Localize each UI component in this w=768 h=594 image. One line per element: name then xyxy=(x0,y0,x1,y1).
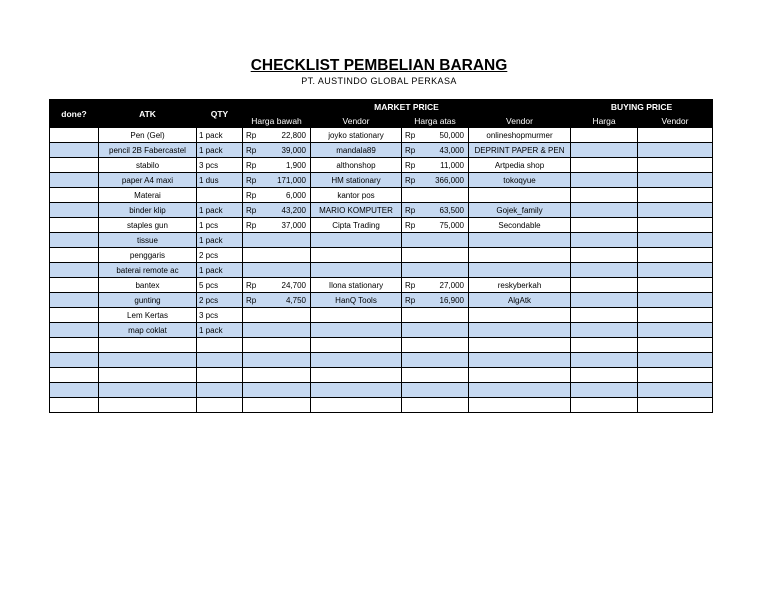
harga-atas-cell xyxy=(402,308,469,323)
harga-bawah-cell xyxy=(243,293,311,308)
harga-atas-cell xyxy=(402,293,469,308)
atk-cell: pencil 2B Fabercastel xyxy=(99,143,197,158)
buying-vendor-cell[interactable] xyxy=(638,398,713,413)
header-vendor-buy: Vendor xyxy=(638,114,713,128)
buying-harga-cell[interactable] xyxy=(571,398,638,413)
buying-harga-cell[interactable] xyxy=(571,128,638,143)
currency-label: Rp xyxy=(405,295,416,305)
harga-atas-cell xyxy=(402,383,469,398)
buying-harga-cell[interactable] xyxy=(571,368,638,383)
qty-cell: 3 pcs xyxy=(197,308,243,323)
harga-bawah-cell xyxy=(243,323,311,338)
atk-cell xyxy=(99,368,197,383)
table-row xyxy=(50,323,713,338)
done-checkbox-cell[interactable] xyxy=(50,233,99,248)
done-checkbox-cell[interactable] xyxy=(50,158,99,173)
qty-cell: 2 pcs xyxy=(197,293,243,308)
atk-cell: baterai remote ac xyxy=(99,263,197,278)
atk-cell: Pen (Gel) xyxy=(99,128,197,143)
harga-atas-cell xyxy=(402,398,469,413)
currency-label: Rp xyxy=(246,280,257,290)
price-value: 366,000 xyxy=(435,175,464,185)
vendor-high-cell: reskyberkah xyxy=(469,278,571,293)
qty-cell xyxy=(197,383,243,398)
table-row xyxy=(50,203,713,218)
qty-cell: 1 pack xyxy=(197,143,243,158)
vendor-low-cell xyxy=(311,323,402,338)
buying-vendor-cell[interactable] xyxy=(638,203,713,218)
done-checkbox-cell[interactable] xyxy=(50,203,99,218)
atk-cell: Lem Kertas xyxy=(99,308,197,323)
company-name: PT. AUSTINDO GLOBAL PERKASA xyxy=(301,76,457,86)
atk-cell: tissue xyxy=(99,233,197,248)
harga-bawah-cell xyxy=(243,368,311,383)
table-row xyxy=(50,278,713,293)
vendor-high-cell: DEPRINT PAPER & PEN xyxy=(469,143,571,158)
currency-label: Rp xyxy=(405,160,416,170)
currency-label: Rp xyxy=(246,205,257,215)
harga-atas-cell xyxy=(402,233,469,248)
price-value: 4,750 xyxy=(285,295,306,305)
harga-atas-cell xyxy=(402,158,469,173)
currency-label: Rp xyxy=(246,145,257,155)
table-row xyxy=(50,128,713,143)
header-qty: QTY xyxy=(197,100,243,128)
price-value: 39,000 xyxy=(281,145,306,155)
atk-cell xyxy=(99,338,197,353)
harga-atas-cell xyxy=(402,248,469,263)
vendor-low-cell: althonshop xyxy=(311,158,402,173)
buying-vendor-cell[interactable] xyxy=(638,218,713,233)
currency-label: Rp xyxy=(246,190,257,200)
buying-harga-cell[interactable] xyxy=(571,218,638,233)
qty-cell xyxy=(197,353,243,368)
harga-atas-cell xyxy=(402,278,469,293)
vendor-high-cell xyxy=(469,263,571,278)
buying-vendor-cell[interactable] xyxy=(638,128,713,143)
atk-cell: penggaris xyxy=(99,248,197,263)
buying-vendor-cell[interactable] xyxy=(638,263,713,278)
vendor-low-cell xyxy=(311,338,402,353)
vendor-low-cell: mandala89 xyxy=(311,143,402,158)
qty-cell: 5 pcs xyxy=(197,278,243,293)
table-row xyxy=(50,338,713,353)
table-row xyxy=(50,293,713,308)
checklist-table xyxy=(49,99,713,413)
harga-atas-cell xyxy=(402,353,469,368)
done-checkbox-cell[interactable] xyxy=(50,338,99,353)
vendor-high-cell: tokoqyue xyxy=(469,173,571,188)
qty-cell: 1 pack xyxy=(197,263,243,278)
done-checkbox-cell[interactable] xyxy=(50,368,99,383)
buying-vendor-cell[interactable] xyxy=(638,188,713,203)
harga-atas-cell xyxy=(402,188,469,203)
buying-vendor-cell[interactable] xyxy=(638,308,713,323)
done-checkbox-cell[interactable] xyxy=(50,278,99,293)
vendor-low-cell xyxy=(311,383,402,398)
price-value: 50,000 xyxy=(439,130,464,140)
table-body xyxy=(50,128,713,413)
currency-label: Rp xyxy=(246,130,257,140)
done-checkbox-cell[interactable] xyxy=(50,128,99,143)
harga-bawah-cell xyxy=(243,188,311,203)
buying-vendor-cell[interactable] xyxy=(638,278,713,293)
currency-label: Rp xyxy=(246,220,257,230)
harga-bawah-cell xyxy=(243,248,311,263)
currency-label: Rp xyxy=(405,145,416,155)
vendor-low-cell: HM stationary xyxy=(311,173,402,188)
done-checkbox-cell[interactable] xyxy=(50,218,99,233)
table-row xyxy=(50,308,713,323)
harga-bawah-cell xyxy=(243,173,311,188)
qty-cell: 2 pcs xyxy=(197,248,243,263)
buying-harga-cell[interactable] xyxy=(571,383,638,398)
vendor-high-cell xyxy=(469,308,571,323)
price-value: 27,000 xyxy=(439,280,464,290)
document-title: CHECKLIST PEMBELIAN BARANG xyxy=(250,57,508,74)
vendor-high-cell xyxy=(469,398,571,413)
harga-atas-cell xyxy=(402,368,469,383)
price-value: 1,900 xyxy=(285,160,306,170)
table-row xyxy=(50,398,713,413)
buying-vendor-cell[interactable] xyxy=(638,353,713,368)
vendor-low-cell xyxy=(311,248,402,263)
buying-vendor-cell[interactable] xyxy=(638,173,713,188)
qty-cell xyxy=(197,398,243,413)
table-row xyxy=(50,263,713,278)
harga-bawah-cell xyxy=(243,353,311,368)
buying-harga-cell[interactable] xyxy=(571,248,638,263)
header-buying-price: BUYING PRICE xyxy=(571,100,713,114)
qty-cell: 1 dus xyxy=(197,173,243,188)
harga-bawah-cell xyxy=(243,203,311,218)
header-harga: Harga xyxy=(571,114,638,128)
qty-cell: 3 pcs xyxy=(197,158,243,173)
buying-vendor-cell[interactable] xyxy=(638,368,713,383)
vendor-high-cell xyxy=(469,368,571,383)
table-row xyxy=(50,143,713,158)
qty-cell: 1 pack xyxy=(197,233,243,248)
buying-harga-cell[interactable] xyxy=(571,278,638,293)
buying-harga-cell[interactable] xyxy=(571,293,638,308)
table-row xyxy=(50,383,713,398)
harga-atas-cell xyxy=(402,203,469,218)
table-row xyxy=(50,173,713,188)
currency-label: Rp xyxy=(405,130,416,140)
atk-cell: map coklat xyxy=(99,323,197,338)
vendor-low-cell: joyko stationary xyxy=(311,128,402,143)
currency-label: Rp xyxy=(405,220,416,230)
harga-bawah-cell xyxy=(243,338,311,353)
vendor-high-cell xyxy=(469,233,571,248)
vendor-low-cell xyxy=(311,308,402,323)
header-harga-atas: Harga atas xyxy=(402,114,469,128)
atk-cell xyxy=(99,383,197,398)
qty-cell: 1 pack xyxy=(197,203,243,218)
buying-vendor-cell[interactable] xyxy=(638,233,713,248)
qty-cell xyxy=(197,368,243,383)
vendor-low-cell xyxy=(311,233,402,248)
harga-atas-cell xyxy=(402,323,469,338)
buying-harga-cell[interactable] xyxy=(571,203,638,218)
price-value: 24,700 xyxy=(281,280,306,290)
table-row xyxy=(50,218,713,233)
done-checkbox-cell[interactable] xyxy=(50,248,99,263)
vendor-high-cell xyxy=(469,353,571,368)
header-harga-bawah: Harga bawah xyxy=(243,114,311,128)
harga-bawah-cell xyxy=(243,278,311,293)
price-value: 75,000 xyxy=(439,220,464,230)
done-checkbox-cell[interactable] xyxy=(50,173,99,188)
table-row xyxy=(50,353,713,368)
vendor-low-cell: Ilona stationary xyxy=(311,278,402,293)
vendor-high-cell: onlineshopmurmer xyxy=(469,128,571,143)
vendor-low-cell: Cipta Trading xyxy=(311,218,402,233)
table-row xyxy=(50,158,713,173)
buying-harga-cell[interactable] xyxy=(571,188,638,203)
harga-bawah-cell xyxy=(243,143,311,158)
header-done: done? xyxy=(50,100,99,128)
header-atk: ATK xyxy=(99,100,197,128)
vendor-high-cell: Gojek_family xyxy=(469,203,571,218)
buying-vendor-cell[interactable] xyxy=(638,158,713,173)
vendor-high-cell xyxy=(469,383,571,398)
header-market-price: MARKET PRICE xyxy=(243,100,571,114)
done-checkbox-cell[interactable] xyxy=(50,353,99,368)
done-checkbox-cell[interactable] xyxy=(50,143,99,158)
buying-harga-cell[interactable] xyxy=(571,308,638,323)
price-value: 22,800 xyxy=(281,130,306,140)
done-checkbox-cell[interactable] xyxy=(50,188,99,203)
table-row xyxy=(50,248,713,263)
atk-cell: binder klip xyxy=(99,203,197,218)
atk-cell: paper A4 maxi xyxy=(99,173,197,188)
atk-cell: gunting xyxy=(99,293,197,308)
done-checkbox-cell[interactable] xyxy=(50,383,99,398)
harga-atas-cell xyxy=(402,173,469,188)
price-value: 11,000 xyxy=(440,160,464,170)
vendor-low-cell xyxy=(311,263,402,278)
table-row xyxy=(50,233,713,248)
vendor-low-cell xyxy=(311,398,402,413)
vendor-low-cell xyxy=(311,353,402,368)
buying-harga-cell[interactable] xyxy=(571,353,638,368)
table-row xyxy=(50,188,713,203)
harga-atas-cell xyxy=(402,143,469,158)
vendor-high-cell: Secondable xyxy=(469,218,571,233)
buying-vendor-cell[interactable] xyxy=(638,143,713,158)
qty-cell xyxy=(197,338,243,353)
harga-bawah-cell xyxy=(243,158,311,173)
currency-label: Rp xyxy=(246,295,257,305)
buying-vendor-cell[interactable] xyxy=(638,338,713,353)
vendor-high-cell xyxy=(469,248,571,263)
atk-cell: staples gun xyxy=(99,218,197,233)
harga-bawah-cell xyxy=(243,263,311,278)
price-value: 43,200 xyxy=(281,205,306,215)
harga-bawah-cell xyxy=(243,128,311,143)
qty-cell: 1 pack xyxy=(197,323,243,338)
price-value: 63,500 xyxy=(439,205,464,215)
buying-vendor-cell[interactable] xyxy=(638,293,713,308)
buying-vendor-cell[interactable] xyxy=(638,383,713,398)
currency-label: Rp xyxy=(405,175,416,185)
vendor-low-cell: kantor pos xyxy=(311,188,402,203)
price-value: 43,000 xyxy=(439,145,464,155)
harga-bawah-cell xyxy=(243,233,311,248)
qty-cell xyxy=(197,188,243,203)
price-value: 16,900 xyxy=(439,295,464,305)
atk-cell xyxy=(99,353,197,368)
buying-harga-cell[interactable] xyxy=(571,158,638,173)
harga-bawah-cell xyxy=(243,383,311,398)
atk-cell: bantex xyxy=(99,278,197,293)
done-checkbox-cell[interactable] xyxy=(50,398,99,413)
harga-atas-cell xyxy=(402,128,469,143)
buying-harga-cell[interactable] xyxy=(571,173,638,188)
price-value: 37,000 xyxy=(281,220,306,230)
price-value: 171,000 xyxy=(277,175,306,185)
buying-vendor-cell[interactable] xyxy=(638,248,713,263)
done-checkbox-cell[interactable] xyxy=(50,263,99,278)
vendor-high-cell xyxy=(469,338,571,353)
currency-label: Rp xyxy=(405,280,416,290)
qty-cell: 1 pack xyxy=(197,128,243,143)
done-checkbox-cell[interactable] xyxy=(50,323,99,338)
done-checkbox-cell[interactable] xyxy=(50,293,99,308)
buying-harga-cell[interactable] xyxy=(571,323,638,338)
vendor-low-cell: HanQ Tools xyxy=(311,293,402,308)
atk-cell: stabilo xyxy=(99,158,197,173)
harga-bawah-cell xyxy=(243,218,311,233)
done-checkbox-cell[interactable] xyxy=(50,308,99,323)
qty-cell: 1 pcs xyxy=(197,218,243,233)
buying-harga-cell[interactable] xyxy=(571,338,638,353)
harga-bawah-cell xyxy=(243,398,311,413)
vendor-low-cell xyxy=(311,368,402,383)
harga-atas-cell xyxy=(402,263,469,278)
harga-atas-cell xyxy=(402,218,469,233)
atk-cell: Materai xyxy=(99,188,197,203)
currency-label: Rp xyxy=(405,205,416,215)
vendor-high-cell xyxy=(469,323,571,338)
buying-vendor-cell[interactable] xyxy=(638,323,713,338)
header-vendor-high: Vendor xyxy=(469,114,571,128)
vendor-low-cell: MARIO KOMPUTER xyxy=(311,203,402,218)
vendor-high-cell: AlgAtk xyxy=(469,293,571,308)
price-value: 6,000 xyxy=(285,190,306,200)
table-row xyxy=(50,368,713,383)
buying-harga-cell[interactable] xyxy=(571,233,638,248)
vendor-high-cell xyxy=(469,188,571,203)
currency-label: Rp xyxy=(246,175,257,185)
header-vendor-low: Vendor xyxy=(311,114,402,128)
harga-atas-cell xyxy=(402,338,469,353)
harga-bawah-cell xyxy=(243,308,311,323)
atk-cell xyxy=(99,398,197,413)
buying-harga-cell[interactable] xyxy=(571,263,638,278)
vendor-high-cell: Artpedia shop xyxy=(469,158,571,173)
currency-label: Rp xyxy=(246,160,257,170)
buying-harga-cell[interactable] xyxy=(571,143,638,158)
